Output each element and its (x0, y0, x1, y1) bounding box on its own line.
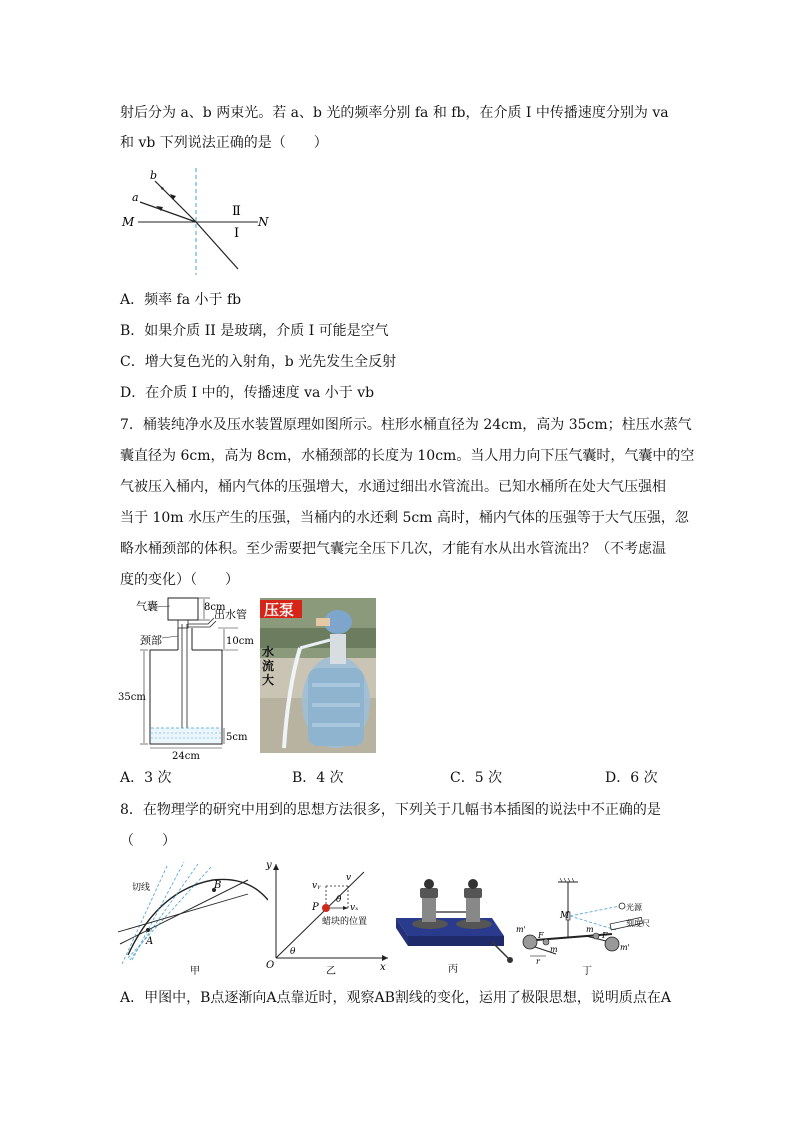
caption-jia: 甲 (190, 966, 200, 977)
v-label: v (346, 873, 352, 883)
tangent-label: 切线 (132, 883, 151, 893)
light-source-label: 光源 (626, 903, 642, 912)
fig-bing (392, 862, 516, 978)
q8-line-2: （ ） (120, 833, 176, 849)
h35-label: 35cm (118, 692, 146, 703)
q7-line-5: 略水桶颈部的体积。至少需要把气囊完全压下几次，才能有水从出水管流出？（不考虑温 (120, 541, 666, 557)
outlet-pipe-label: 出水管 (214, 608, 247, 621)
q7-line-4: 当于 10m 水压产生的压强，当桶内的水还剩 5cm 高时，桶内气体的压强等于大气压强，忽 (120, 510, 689, 526)
q7-option-a: A．3 次 (120, 770, 172, 786)
photo-side-3: 大 (262, 673, 275, 687)
q8-option-a: A．甲图中，B点逐渐向A点靠近时，观察AB割线的变化，运用了极限思想，说明质点在A (120, 990, 672, 1006)
q7-line-2: 囊直径为 6cm，高为 8cm，水桶颈部的长度为 10cm。当人用力向下压气囊时，气囊中的空 (120, 448, 695, 464)
theta-label-2: θ (290, 947, 296, 957)
force-F-1: F (538, 931, 544, 940)
medium-I-label: Ⅰ (234, 226, 240, 241)
force-F-2: F (602, 931, 608, 940)
theta-label-1: θ (336, 895, 342, 905)
water-pump-photo (260, 598, 376, 753)
h10-label: 10cm (226, 636, 254, 647)
q7-line-1: 7．桶装纯净水及压水装置原理如图所示。柱形水桶直径为 24cm，高为 35cm；柱压水蒸气 (120, 417, 692, 433)
wax-position-label: 蜡块的位置 (322, 917, 368, 927)
h8-label: 8cm (204, 602, 226, 613)
q6-option-d: D．在介质 I 中的，传播速度 va 小于 vb (120, 385, 375, 401)
q6-option-a: A．频率 fa 小于 fb (120, 292, 242, 308)
point-P-label: P (312, 902, 319, 913)
ray-b-label: b (150, 169, 158, 182)
label-M-ding: M (560, 911, 570, 921)
photo-banner: 压泵 (264, 601, 295, 619)
mass-m-prime-1: m' (516, 925, 526, 934)
mass-m-1: m (550, 945, 558, 954)
fig-yi (264, 860, 394, 978)
q6-option-b: B．如果介质 II 是玻璃，介质 I 可能是空气 (120, 323, 389, 339)
caption-ding: 丁 (582, 966, 592, 977)
origin-label: O (266, 960, 275, 971)
vx-label: vₓ (350, 903, 359, 913)
q8-line-1: 8．在物理学的研究中用到的思想方法很多，下列关于几幅书本插图的说法中不正确的是 (120, 802, 661, 818)
neck-label: 颈部 (140, 634, 162, 647)
q6-line-2: 和 vb 下列说法正确的是（ ） (120, 135, 328, 151)
point-B-label: B (214, 880, 222, 891)
medium-II-label: Ⅱ (232, 204, 241, 219)
distance-r-label: r (536, 957, 540, 966)
q6-line-1: 射后分为 a、b 两束光。若 a、b 光的频率分别 fa 和 fb，在介质 I 中传播速度分别为 va (120, 105, 669, 121)
q7-option-c: C．5 次 (450, 770, 503, 786)
q7-line-3: 气被压入桶内，桶内气体的压强增大，水通过细出水管流出。已知水桶所在处大气压强相 (120, 479, 666, 495)
q6-option-c: C．增大复色光的入射角，b 光先发生全反射 (120, 354, 397, 370)
photo-side-1: 水 (262, 645, 275, 659)
axis-x-label: x (380, 962, 386, 973)
axis-y-label: y (266, 860, 272, 871)
q6-refraction-figure (118, 165, 278, 280)
photo-side-2: 流 (262, 659, 275, 673)
point-A-label: A (146, 936, 154, 947)
q7-option-b: B．4 次 (292, 770, 344, 786)
h5-label: 5cm (226, 732, 248, 743)
d24-label: 24cm (172, 751, 200, 761)
mass-m-prime-2: m' (620, 943, 630, 952)
vy-label: vᵧ (312, 881, 321, 891)
ruler-label: 刻度尺 (626, 919, 650, 928)
q7-bucket-diagram (118, 596, 260, 761)
label-N: N (258, 215, 269, 229)
caption-yi: 乙 (326, 966, 336, 977)
fig-ding (516, 860, 666, 978)
ray-a-label: a (132, 191, 139, 204)
q7-line-6: 度的变化）（ ） (120, 572, 239, 588)
fig-jia (118, 860, 268, 978)
label-M: M (122, 215, 135, 229)
airbag-label: 气囊 (136, 600, 158, 613)
mass-m-2: m (586, 925, 594, 934)
caption-bing: 丙 (448, 964, 458, 975)
q7-option-d: D．6 次 (605, 770, 658, 786)
